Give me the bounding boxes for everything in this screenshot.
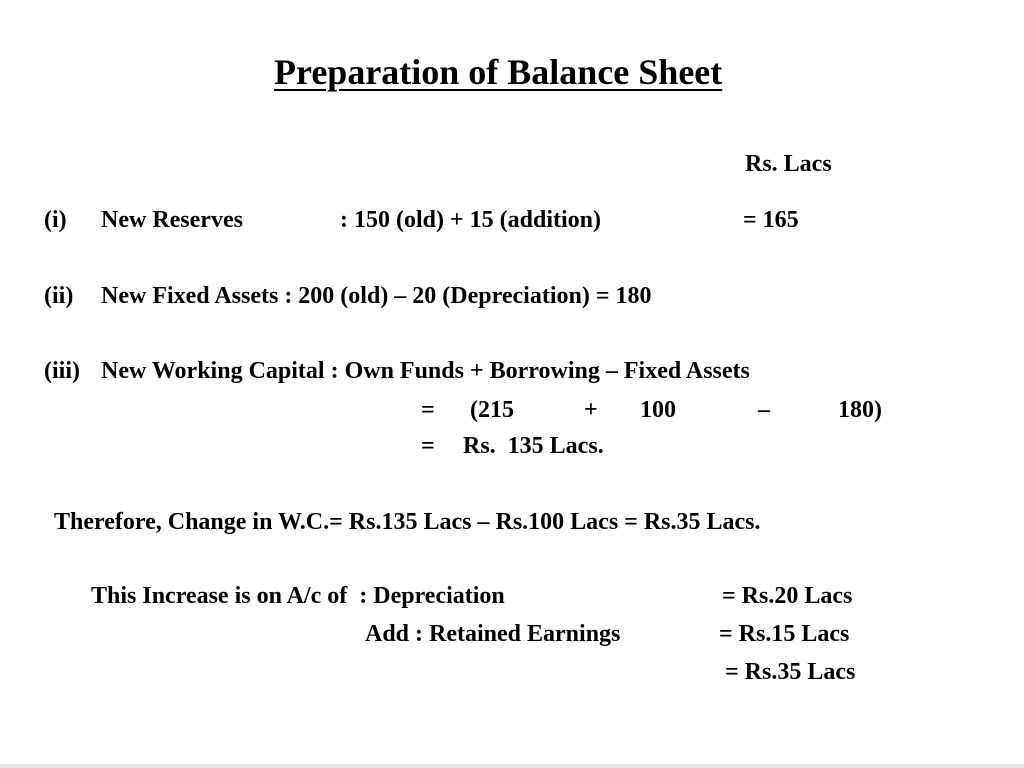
bottom-divider <box>0 764 1024 768</box>
item-iii-own-funds: (215 <box>470 397 514 423</box>
item-i-result: = 165 <box>743 207 799 233</box>
page-title: Preparation of Balance Sheet <box>274 52 723 92</box>
retained-earnings-value: = Rs.15 Lacs <box>719 621 850 647</box>
retained-earnings-label: Add : Retained Earnings <box>365 621 621 647</box>
item-iii-result: Rs. 135 Lacs. <box>463 433 604 459</box>
increase-lead: This Increase is on A/c of : Depreciation <box>91 583 505 609</box>
item-iii-fixed-assets: 180) <box>838 397 882 423</box>
increase-total: = Rs.35 Lacs <box>725 659 856 685</box>
item-i-calc: : 150 (old) + 15 (addition) <box>340 207 602 233</box>
item-iii-number: (iii) <box>44 358 80 384</box>
unit-label: Rs. Lacs <box>745 151 832 177</box>
change-in-wc: Therefore, Change in W.C.= Rs.135 Lacs – Rs.100 Lacs = Rs.35 Lacs. <box>54 509 761 535</box>
item-iii-minus: – <box>758 397 770 423</box>
item-i-label: New Reserves <box>101 207 243 233</box>
item-iii-eq-2: = <box>421 433 435 459</box>
item-ii-number: (ii) <box>44 283 74 309</box>
item-iii-borrowing: 100 <box>640 397 676 423</box>
item-i-number: (i) <box>44 207 67 233</box>
depreciation-value: = Rs.20 Lacs <box>722 583 853 609</box>
item-ii-text: New Fixed Assets : 200 (old) – 20 (Depreciation) = 180 <box>101 283 652 309</box>
item-iii-text: New Working Capital : Own Funds + Borrowing – Fixed Assets <box>101 358 750 384</box>
item-iii-eq-1: = <box>421 397 435 423</box>
item-iii-plus: + <box>584 397 598 423</box>
